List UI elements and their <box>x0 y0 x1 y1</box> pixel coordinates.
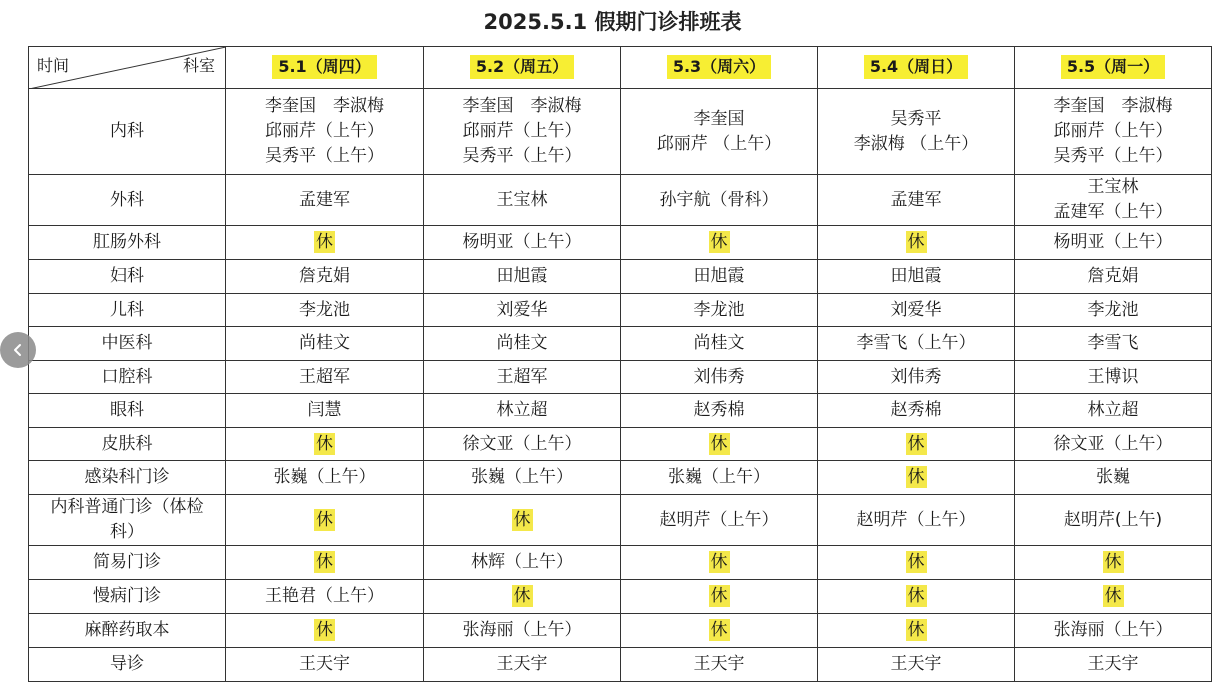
dept-label: 感染科门诊 <box>84 467 170 487</box>
table-row <box>29 89 1212 175</box>
doctor-name: 田旭霞 <box>496 266 548 286</box>
dept-label: 科） <box>110 522 144 542</box>
doctor-name: 詹克娟 <box>1087 266 1139 286</box>
doctor-name: 杨明亚（上午） <box>462 232 582 252</box>
schedule-cell <box>226 461 424 495</box>
schedule-cell <box>226 260 424 294</box>
schedule-cell <box>1015 495 1212 546</box>
schedule-table <box>28 46 1212 682</box>
dept-cell <box>29 175 226 226</box>
dept-cell <box>29 495 226 546</box>
schedule-cell <box>1015 614 1212 648</box>
doctor-name: 邱丽芹 （上午） <box>656 133 782 154</box>
schedule-cell <box>424 361 621 394</box>
schedule-cell <box>818 648 1015 682</box>
rest-badge: 休 <box>907 433 925 454</box>
schedule-cell <box>621 461 818 495</box>
rest-cell <box>818 546 1015 580</box>
rest-badge: 休 <box>710 232 728 252</box>
doctor-name: 李雪飞（上午） <box>856 333 976 353</box>
rest-badge: 休 <box>710 586 728 606</box>
table-row <box>29 546 1212 580</box>
doctor-name: 尚桂文 <box>496 333 548 353</box>
doctor-name: 赵秀棉 <box>890 400 942 420</box>
schedule-cell <box>818 361 1015 394</box>
schedule-cell <box>818 294 1015 327</box>
rest-cell <box>1015 546 1212 580</box>
rest-cell <box>818 226 1015 260</box>
date-header-label: 5.5（周一） <box>1061 55 1165 79</box>
date-header-cell <box>424 47 621 89</box>
schedule-cell <box>424 175 621 226</box>
dept-cell <box>29 327 226 361</box>
doctor-name: 王天宇 <box>890 654 942 674</box>
doctor-name: 邱丽芹（上午） <box>265 121 384 141</box>
dept-label: 儿科 <box>110 299 144 320</box>
rest-badge: 休 <box>316 232 333 252</box>
date-header-cell <box>621 47 818 89</box>
rest-badge: 休 <box>907 467 925 487</box>
schedule-cell <box>424 614 621 648</box>
schedule-cell <box>226 175 424 226</box>
schedule-cell <box>424 327 621 361</box>
doctor-name: 吴秀平（上午） <box>462 146 582 166</box>
doctor-name: 刘爱华 <box>496 299 548 320</box>
date-header-label: 5.2（周五） <box>470 55 574 79</box>
doctor-name: 田旭霞 <box>693 266 745 286</box>
doctor-name: 张巍（上午） <box>273 467 376 487</box>
table-row <box>29 294 1212 327</box>
schedule-cell <box>818 495 1015 546</box>
doctor-name: 王天宇 <box>496 654 548 674</box>
rest-cell <box>818 614 1015 648</box>
schedule-cell <box>621 648 818 682</box>
schedule-cell <box>226 648 424 682</box>
dept-cell <box>29 294 226 327</box>
dept-cell <box>29 226 226 260</box>
table-row <box>29 495 1212 546</box>
doctor-name: 林立超 <box>1087 400 1139 420</box>
schedule-cell <box>1015 294 1212 327</box>
schedule-cell <box>226 89 424 175</box>
doctor-name: 杨明亚（上午） <box>1053 232 1173 252</box>
doctor-name: 李淑梅 （上午） <box>853 133 979 154</box>
doctor-name: 李奎国 李淑梅 <box>1053 96 1173 116</box>
doctor-name: 赵秀棉 <box>693 400 745 420</box>
doctor-name: 尚桂文 <box>299 333 350 353</box>
doctor-name: 王超军 <box>299 366 350 387</box>
doctor-name: 林立超 <box>496 400 548 420</box>
doctor-name: 张巍 <box>1096 467 1130 487</box>
rest-cell <box>621 226 818 260</box>
doctor-name: 张巍（上午） <box>471 467 573 487</box>
dept-cell <box>29 361 226 394</box>
table-row <box>29 648 1212 682</box>
rest-cell <box>621 428 818 461</box>
dept-cell <box>29 614 226 648</box>
dept-label: 内科 <box>110 121 144 141</box>
rest-cell <box>226 428 424 461</box>
schedule-cell <box>424 89 621 175</box>
rest-cell <box>226 546 424 580</box>
doctor-name: 张海丽（上午） <box>462 620 582 640</box>
dept-label: 妇科 <box>110 266 144 286</box>
dept-cell <box>29 461 226 495</box>
dept-cell <box>29 428 226 461</box>
schedule-cell <box>226 394 424 428</box>
doctor-name: 田旭霞 <box>890 266 942 286</box>
corner-dept-label: 科室 <box>182 56 215 75</box>
doctor-name: 李龙池 <box>299 299 350 320</box>
schedule-cell <box>1015 260 1212 294</box>
rest-cell <box>424 495 621 546</box>
rest-badge: 休 <box>513 509 531 530</box>
dept-cell <box>29 89 226 175</box>
rest-badge: 休 <box>1104 552 1122 572</box>
rest-badge: 休 <box>710 620 728 640</box>
doctor-name: 刘爱华 <box>890 299 942 320</box>
schedule-cell <box>1015 428 1212 461</box>
schedule-cell <box>424 260 621 294</box>
doctor-name: 李奎国 李淑梅 <box>462 96 582 116</box>
doctor-name: 张海丽（上午） <box>1053 620 1173 640</box>
chevron-left-icon <box>10 342 26 358</box>
dept-label: 麻醉药取本 <box>84 620 170 640</box>
schedule-cell <box>818 394 1015 428</box>
schedule-cell <box>424 294 621 327</box>
doctor-name: 林辉（上午） <box>471 552 573 572</box>
prev-page-button[interactable] <box>0 332 36 368</box>
schedule-cell <box>424 648 621 682</box>
schedule-body <box>29 89 1212 682</box>
dept-label: 中医科 <box>101 333 153 353</box>
header-row <box>29 47 1212 89</box>
dept-cell <box>29 260 226 294</box>
doctor-name: 赵明芹(上午) <box>1063 509 1163 530</box>
schedule-cell <box>424 428 621 461</box>
doctor-name: 孙宇航（骨科） <box>659 189 779 210</box>
corner-header-cell <box>29 47 226 89</box>
doctor-name: 尚桂文 <box>693 333 745 353</box>
schedule-cell <box>226 580 424 614</box>
doctor-name: 李龙池 <box>1087 299 1139 320</box>
table-row <box>29 361 1212 394</box>
doctor-name: 李雪飞 <box>1087 333 1139 353</box>
doctor-name: 王超军 <box>496 366 548 387</box>
rest-badge: 休 <box>316 433 333 454</box>
schedule-cell <box>1015 394 1212 428</box>
schedule-cell <box>424 226 621 260</box>
schedule-cell <box>818 89 1015 175</box>
dept-label: 眼科 <box>110 400 144 420</box>
schedule-cell <box>818 327 1015 361</box>
rest-badge: 休 <box>907 552 925 572</box>
schedule-cell <box>621 361 818 394</box>
table-row <box>29 461 1212 495</box>
doctor-name: 赵明芹（上午） <box>856 509 976 530</box>
doctor-name: 王天宇 <box>299 654 350 674</box>
table-row <box>29 614 1212 648</box>
doctor-name: 刘伟秀 <box>693 366 745 387</box>
schedule-cell <box>818 260 1015 294</box>
rest-badge: 休 <box>316 552 333 572</box>
rest-badge: 休 <box>710 552 728 572</box>
schedule-cell <box>424 394 621 428</box>
rest-cell <box>226 614 424 648</box>
schedule-cell <box>621 260 818 294</box>
table-row <box>29 327 1212 361</box>
schedule-cell <box>621 294 818 327</box>
schedule-cell <box>1015 327 1212 361</box>
date-header-label: 5.1（周四） <box>272 55 376 79</box>
doctor-name: 邱丽芹（上午） <box>1053 121 1173 141</box>
dept-cell <box>29 580 226 614</box>
dept-cell <box>29 394 226 428</box>
doctor-name: 张巍（上午） <box>668 467 770 487</box>
doctor-name: 吴秀平（上午） <box>1053 146 1173 166</box>
date-header-label: 5.4（周日） <box>864 55 968 79</box>
rest-cell <box>424 580 621 614</box>
doctor-name: 王宝林 <box>496 189 548 210</box>
rest-cell <box>621 580 818 614</box>
schedule-cell <box>1015 175 1212 226</box>
table-row <box>29 428 1212 461</box>
table-row <box>29 580 1212 614</box>
table-row <box>29 226 1212 260</box>
rest-cell <box>621 614 818 648</box>
schedule-cell <box>621 495 818 546</box>
schedule-cell <box>226 327 424 361</box>
schedule-cell <box>424 461 621 495</box>
doctor-name: 徐文亚（上午） <box>1053 433 1173 454</box>
table-row <box>29 394 1212 428</box>
doctor-name: 孟建军 <box>890 189 942 210</box>
doctor-name: 孟建军（上午） <box>1053 202 1173 222</box>
schedule-cell <box>1015 226 1212 260</box>
doctor-name: 徐文亚（上午） <box>462 433 582 454</box>
doctor-name: 邱丽芹（上午） <box>462 121 582 141</box>
doctor-name: 吴秀平 <box>890 108 942 129</box>
doctor-name: 李奎国 李淑梅 <box>265 96 384 116</box>
doctor-name: 王宝林 <box>1087 177 1139 197</box>
schedule-cell <box>621 394 818 428</box>
doctor-name: 刘伟秀 <box>890 366 942 387</box>
doctor-name: 李奎国 <box>693 108 745 129</box>
doctor-name: 赵明芹（上午） <box>659 509 779 530</box>
schedule-cell <box>621 89 818 175</box>
rest-badge: 休 <box>316 509 333 530</box>
rest-badge: 休 <box>907 232 925 252</box>
dept-cell <box>29 546 226 580</box>
table-row <box>29 175 1212 226</box>
schedule-cell <box>424 546 621 580</box>
doctor-name: 王博识 <box>1087 366 1139 387</box>
dept-label: 导诊 <box>110 654 144 674</box>
rest-cell <box>226 495 424 546</box>
rest-badge: 休 <box>316 620 333 640</box>
doctor-name: 李龙池 <box>693 299 745 320</box>
date-header-cell <box>818 47 1015 89</box>
schedule-cell <box>1015 361 1212 394</box>
dept-label: 简易门诊 <box>93 552 161 572</box>
rest-cell <box>1015 580 1212 614</box>
rest-badge: 休 <box>710 433 728 454</box>
doctor-name: 孟建军 <box>299 189 350 210</box>
doctor-name: 王天宇 <box>1087 654 1139 674</box>
schedule-cell <box>226 294 424 327</box>
doctor-name: 詹克娟 <box>299 266 350 286</box>
doctor-name: 王天宇 <box>693 654 745 674</box>
rest-badge: 休 <box>907 586 925 606</box>
rest-badge: 休 <box>513 586 531 606</box>
dept-label: 内科普通门诊（体检 <box>50 497 204 517</box>
rest-cell <box>818 428 1015 461</box>
schedule-cell <box>621 175 818 226</box>
date-header-label: 5.3（周六） <box>667 55 771 79</box>
page-title: 2025.5.1 假期门诊排班表 <box>483 10 742 34</box>
dept-label: 皮肤科 <box>101 433 153 454</box>
dept-cell <box>29 648 226 682</box>
rest-cell <box>621 546 818 580</box>
date-header-cell <box>1015 47 1212 89</box>
table-row <box>29 260 1212 294</box>
doctor-name: 吴秀平（上午） <box>265 146 384 166</box>
dept-label: 慢病门诊 <box>93 586 161 606</box>
dept-label: 外科 <box>110 189 144 210</box>
rest-cell <box>226 226 424 260</box>
schedule-cell <box>226 361 424 394</box>
rest-badge: 休 <box>1104 586 1122 606</box>
schedule-cell <box>1015 648 1212 682</box>
rest-cell <box>818 461 1015 495</box>
schedule-cell <box>818 175 1015 226</box>
date-header-cell <box>226 47 424 89</box>
doctor-name: 闫慧 <box>307 400 342 420</box>
schedule-cell <box>1015 89 1212 175</box>
corner-time-label: 时间 <box>37 56 70 75</box>
schedule-cell <box>1015 461 1212 495</box>
dept-label: 口腔科 <box>101 366 153 387</box>
dept-label: 肛肠外科 <box>93 232 161 252</box>
rest-badge: 休 <box>907 620 925 640</box>
schedule-cell <box>621 327 818 361</box>
rest-cell <box>818 580 1015 614</box>
doctor-name: 王艳君（上午） <box>265 586 384 606</box>
